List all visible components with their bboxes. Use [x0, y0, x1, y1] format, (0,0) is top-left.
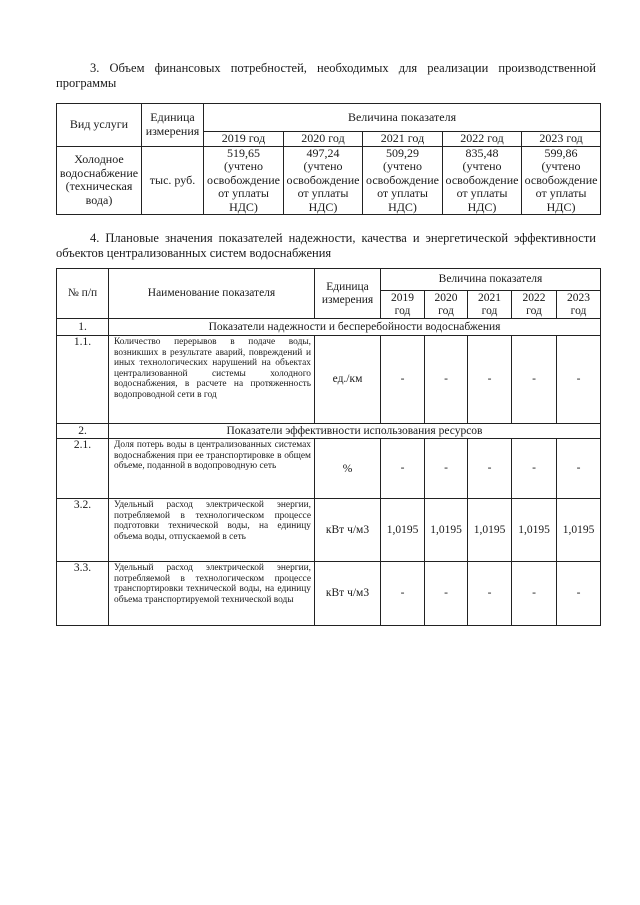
- table-row: [57, 499, 601, 562]
- year-2020: 2020 год: [284, 132, 363, 147]
- year-2022: 2022 год: [512, 291, 557, 319]
- section3-heading: [56, 61, 596, 91]
- value-amount: 599,86: [544, 145, 578, 160]
- service-name: Холодное водоснабжение (техническая вода): [57, 146, 142, 215]
- row-num: 3.3.: [57, 562, 109, 626]
- year-2023: 2023 год: [557, 291, 601, 319]
- header-unit: Единица измерения: [315, 269, 381, 319]
- service-unit: тыс. руб.: [142, 146, 204, 215]
- indicator-value: -: [557, 439, 601, 499]
- row-num: 3.2.: [57, 499, 109, 562]
- header-unit: Единица измерения: [142, 104, 204, 147]
- indicator-value: 1,0195: [381, 499, 425, 562]
- indicator-value: -: [468, 439, 512, 499]
- indicator-value: -: [557, 336, 601, 424]
- indicator-value: 1,0195: [512, 499, 557, 562]
- indicator-unit: кВт ч/м3: [315, 562, 381, 626]
- value-cell: [522, 146, 601, 215]
- header-service: Вид услуги: [57, 104, 142, 147]
- header-value: Величина показателя: [204, 104, 601, 132]
- year-2019: 2019 год: [381, 291, 425, 319]
- row-num: 2.1.: [57, 439, 109, 499]
- value-cell: [204, 146, 284, 215]
- indicator-value: -: [512, 336, 557, 424]
- year-2021: 2021 год: [363, 132, 443, 147]
- row-num: 1.1.: [57, 336, 109, 424]
- indicator-value: -: [425, 336, 468, 424]
- indicator-value: 1,0195: [468, 499, 512, 562]
- header-num: № п/п: [57, 269, 109, 319]
- header-name: Наименование показателя: [109, 269, 315, 319]
- table-row: [57, 562, 601, 626]
- indicator-value: -: [468, 562, 512, 626]
- indicator-unit: %: [315, 439, 381, 499]
- section3-heading-text: 3. Объем финансовых потребностей, необходимых для реализации производственной программы: [56, 61, 596, 90]
- indicator-value: -: [557, 562, 601, 626]
- indicator-unit: кВт ч/м3: [315, 499, 381, 562]
- year-2023: 2023 год: [522, 132, 601, 147]
- indicator-name: Доля потерь воды в централизованных системах водоснабжения при ее транспортировке в общем объеме, поданной в водопроводную сеть: [109, 439, 315, 499]
- indicator-value: 1,0195: [557, 499, 601, 562]
- indicator-value: -: [468, 336, 512, 424]
- indicators-table: [56, 268, 601, 626]
- value-note: (учтено освобождение от уплаты НДС): [286, 159, 360, 214]
- value-amount: 497,24: [306, 145, 340, 160]
- value-amount: 519,65: [227, 145, 260, 160]
- indicator-name: Количество перерывов в подаче воды, возникших в результате аварий, повреждений и иных технологических нарушений на объектах централизованной системы холодного водоснабжения, в расчете на протяженность водопроводной сети в год: [109, 336, 315, 424]
- row-num: 2.: [57, 424, 109, 439]
- section-title: Показатели надежности и бесперебойности водоснабжения: [109, 319, 601, 336]
- year-2021: 2021 год: [468, 291, 512, 319]
- indicator-value: -: [512, 439, 557, 499]
- value-amount: 835,48: [465, 145, 499, 160]
- value-amount: 509,29: [386, 145, 419, 160]
- indicator-value: -: [381, 439, 425, 499]
- value-cell: [363, 146, 443, 215]
- value-note: (учтено освобождение от уплаты НДС): [207, 159, 280, 214]
- year-2022: 2022 год: [443, 132, 522, 147]
- financial-needs-table: [56, 103, 601, 215]
- value-cell: [443, 146, 522, 215]
- value-note: (учтено освобождение от уплаты НДС): [366, 159, 439, 214]
- indicator-value: -: [381, 336, 425, 424]
- indicator-value: -: [425, 439, 468, 499]
- section-title: Показатели эффективности использования ресурсов: [109, 424, 601, 439]
- value-note: (учтено освобождение от уплаты НДС): [524, 159, 598, 214]
- value-note: (учтено освобождение от уплаты НДС): [445, 159, 519, 214]
- year-2020: 2020 год: [425, 291, 468, 319]
- year-2019: 2019 год: [204, 132, 284, 147]
- section-row: [57, 319, 601, 336]
- section4-heading: [56, 231, 596, 261]
- table-row: [57, 336, 601, 424]
- indicator-name: Удельный расход электрической энергии, потребляемой в технологическом процессе транспортировки технической воды, на единицу объема транспортируемой технической воды: [109, 562, 315, 626]
- row-num: 1.: [57, 319, 109, 336]
- header-value: Величина показателя: [381, 269, 601, 291]
- indicator-value: -: [512, 562, 557, 626]
- section-row: [57, 424, 601, 439]
- section4-heading-text: 4. Плановые значения показателей надежности, качества и энергетической эффективности объектов централизованных систем водоснабжения: [56, 231, 596, 260]
- table-row: [57, 146, 601, 215]
- indicator-value: -: [425, 562, 468, 626]
- table-row: [57, 439, 601, 499]
- indicator-unit: ед./км: [315, 336, 381, 424]
- value-cell: [284, 146, 363, 215]
- indicator-value: 1,0195: [425, 499, 468, 562]
- indicator-value: -: [381, 562, 425, 626]
- indicator-name: Удельный расход электрической энергии, потребляемой в технологическом процессе подготовки технической воды, на единицу объема воды, отпускаемой в сеть: [109, 499, 315, 562]
